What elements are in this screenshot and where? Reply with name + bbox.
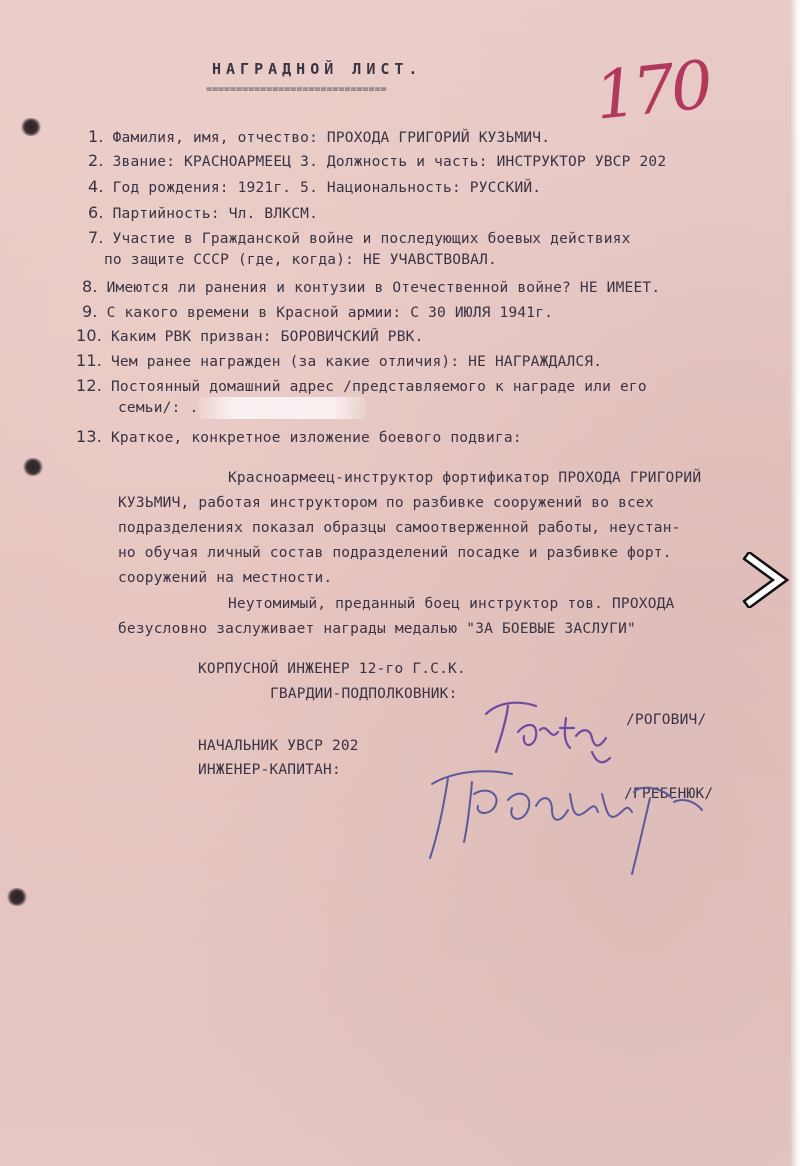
- field-number: 13.: [76, 427, 103, 446]
- narrative-line: КУЗЬМИЧ, работая инструктором по разбивке сооружений во всех: [118, 495, 654, 511]
- field-number: 4.: [88, 177, 104, 196]
- field-text: по защите СССР (где, когда): НЕ УЧАВСТВОВАЛ.: [104, 252, 497, 268]
- punch-hole: [22, 458, 44, 476]
- narrative-line: но обучая личный состав подразделений посадке и разбивке форт.: [118, 545, 672, 561]
- narrative-line: безусловно заслуживает награды медалью "ЗА БОЕВЫЕ ЗАСЛУГИ": [118, 621, 636, 637]
- field-text: Каким РВК призван: БОРОВИЧСКИЙ РВК.: [110, 329, 424, 345]
- signatory-1-name: /РОГОВИЧ/: [626, 712, 707, 728]
- field-text: Постоянный домашний адрес /представляемого к награде или его: [110, 379, 647, 395]
- field-text: Год рождения: 1921г. 5. Национальность: РУССКИЙ.: [112, 180, 542, 196]
- punch-hole: [6, 888, 28, 906]
- signatory-2-rank: ИНЖЕНЕР-КАПИТАН:: [198, 762, 341, 778]
- field-number: 8.: [82, 277, 98, 296]
- field-text: Звание: КРАСНОАРМЕЕЦ 3. Должность и часть: ИНСТРУКТОР УВСР 202: [112, 154, 667, 170]
- title-underline: ==============================: [206, 84, 387, 95]
- field-number: 7.: [88, 228, 104, 247]
- signature-grebenyuk: [412, 754, 722, 884]
- field-line-11: [76, 351, 602, 370]
- field-line-7-cont: [104, 252, 497, 268]
- narrative-line: Неутомимый, преданный боец инструктор тов. ПРОХОДА: [228, 596, 675, 612]
- next-page-button[interactable]: [740, 552, 792, 608]
- signatory-1-title: КОРПУСНОЙ ИНЖЕНЕР 12-го Г.С.К.: [198, 661, 466, 677]
- field-line-9: [82, 302, 553, 321]
- field-number: 10.: [76, 326, 103, 345]
- field-line-12-cont: [118, 400, 198, 416]
- field-number: 9.: [82, 302, 98, 321]
- field-text: Чем ранее награжден (за какие отличия): НЕ НАГРАЖДАЛСЯ.: [110, 354, 603, 370]
- signatory-2-name: /ГРЕБЕНЮК/: [624, 786, 714, 802]
- field-line-1: [88, 127, 550, 146]
- field-text: Участие в Гражданской войне и последующих боевых действиях: [112, 231, 631, 247]
- narrative-line: сооружений на местности.: [118, 570, 333, 586]
- field-number: 11.: [76, 351, 103, 370]
- document-title: НАГРАДНОЙ ЛИСТ.: [212, 60, 423, 78]
- field-text: С какого времени в Красной армии: С 30 ИЮЛЯ 1941г.: [106, 305, 554, 321]
- field-number: 12.: [76, 376, 103, 395]
- field-line-8: [82, 277, 660, 296]
- field-text: Краткое, конкретное изложение боевого подвига:: [110, 430, 522, 446]
- field-number: 2.: [88, 151, 104, 170]
- field-number: 1.: [88, 127, 104, 146]
- field-line-13: [76, 427, 522, 446]
- field-line-2: [88, 151, 666, 170]
- field-text: Фамилия, имя, отчество: ПРОХОДА ГРИГОРИЙ КУЗЬМИЧ.: [112, 130, 551, 146]
- field-text: Партийность: Чл. ВЛКСМ.: [112, 206, 318, 222]
- narrative-line: Красноармеец-инструктор фортификатор ПРОХОДА ГРИГОРИЙ: [228, 470, 702, 486]
- signatory-2-title: НАЧАЛЬНИК УВСР 202: [198, 738, 359, 754]
- field-line-12: [76, 376, 647, 395]
- field-text: Имеются ли ранения и контузии в Отечественной войне? НЕ ИМЕЕТ.: [106, 280, 661, 296]
- archive-number: 170: [591, 46, 713, 135]
- field-number: 6.: [88, 203, 104, 222]
- field-line-6: [88, 203, 318, 222]
- field-line-10: [76, 326, 424, 345]
- chevron-right-icon: [740, 552, 792, 608]
- field-text: семьи/: .: [118, 400, 199, 416]
- punch-hole: [20, 118, 42, 136]
- field-line-7: [88, 228, 631, 247]
- signatory-1-rank: ГВАРДИИ-ПОДПОЛКОВНИК:: [270, 686, 458, 702]
- field-line-4: [88, 177, 541, 196]
- redacted-address: [198, 397, 366, 419]
- narrative-line: подразделениях показал образцы самоотверженной работы, неустан-: [118, 520, 681, 536]
